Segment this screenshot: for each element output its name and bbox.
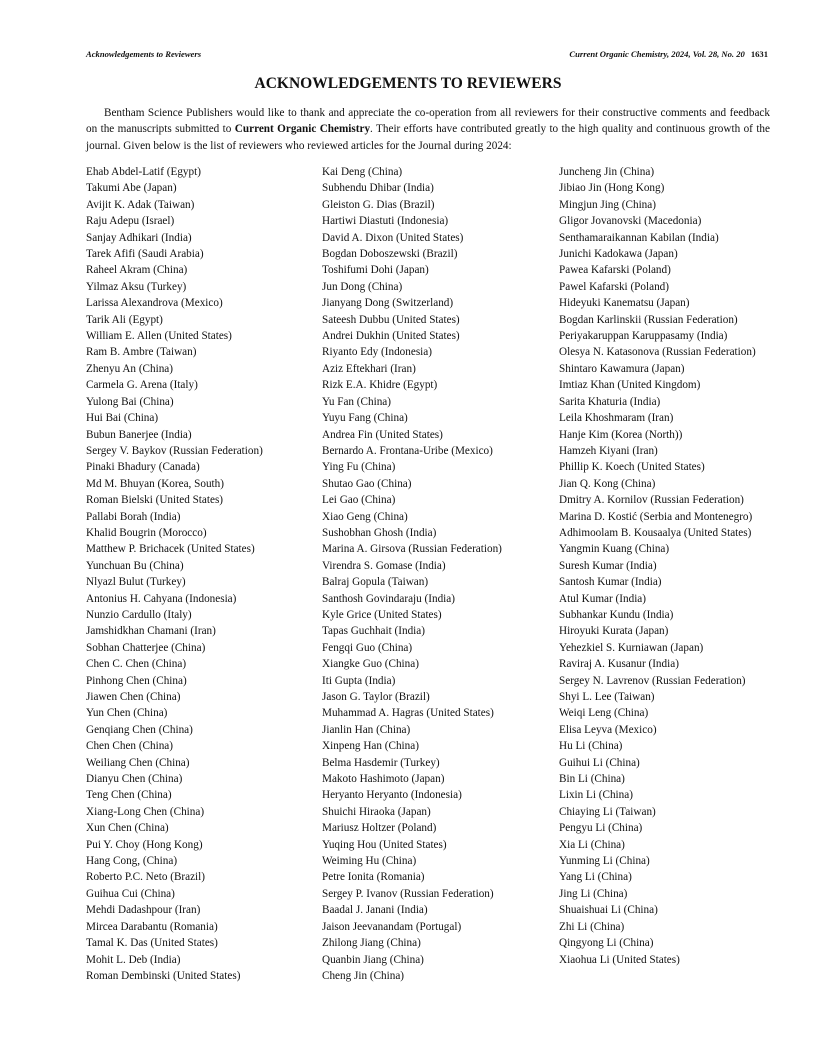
reviewer-name: Raheel Akram (China) [86, 264, 188, 277]
reviewer-name: Ehab Abdel-Latif (Egypt) [86, 166, 201, 178]
reviewer-name: Subhendu Dhibar (India) [322, 182, 434, 195]
reviewer-name: Ying Fu (China) [322, 461, 396, 474]
reviewer-name: Makoto Hashimoto (Japan) [322, 773, 445, 786]
reviewer-name: Raju Adepu (Israel) [86, 215, 175, 228]
reviewer-name: Sarita Khaturia (India) [559, 395, 661, 408]
reviewer-name: Hang Cong, (China) [86, 855, 178, 868]
reviewer-name: Jing Li (China) [559, 887, 628, 900]
reviewer-name: Xiao Geng (China) [322, 510, 408, 523]
reviewer-name: Fengqi Guo (China) [322, 641, 413, 654]
reviewer-name: Zhi Li (China) [559, 920, 625, 933]
reviewer-name: Kyle Grice (United States) [322, 608, 442, 621]
running-title: Acknowledgements to Reviewers [86, 49, 202, 59]
reviewer-name: Periyakaruppan Karuppasamy (India) [559, 330, 728, 343]
reviewer-name: Roberto P.C. Neto (Brazil) [86, 871, 206, 884]
reviewer-name: Subhankar Kundu (India) [559, 608, 674, 621]
reviewer-name: Olesya N. Katasonova (Russian Federation) [559, 346, 756, 359]
reviewer-name: Yilmaz Aksu (Turkey) [86, 280, 187, 293]
reviewer-name: Roman Dembinski (United States) [86, 969, 241, 982]
reviewer-name: Hiroyuki Kurata (Japan) [559, 625, 669, 638]
reviewer-name: Pui Y. Choy (Hong Kong) [86, 838, 203, 851]
reviewer-name: Yangmin Kuang (China) [559, 543, 670, 556]
reviewer-name: Xiaohua Li (United States) [559, 953, 680, 966]
reviewer-name: Heryanto Heryanto (Indonesia) [322, 789, 462, 802]
reviewer-name: Phillip K. Koech (United States) [559, 461, 705, 474]
reviewer-name: Xia Li (China) [559, 838, 625, 851]
reviewer-name: Chiaying Li (Taiwan) [559, 805, 656, 818]
reviewer-name: Elisa Leyva (Mexico) [559, 723, 657, 736]
reviewer-name: Shuaishuai Li (China) [559, 904, 658, 917]
reviewer-name: Xiangke Guo (China) [322, 658, 419, 671]
reviewer-name: Jun Dong (China) [322, 280, 403, 293]
reviewer-name: Lixin Li (China) [559, 789, 633, 802]
reviewer-name: Roman Bielski (United States) [86, 494, 224, 507]
reviewer-name: William E. Allen (United States) [86, 330, 232, 343]
reviewer-name: Bogdan Karlinskii (Russian Federation) [559, 313, 738, 326]
page-title: ACKNOWLEDGEMENTS TO REVIEWERS [254, 75, 562, 92]
reviewer-name: Hamzeh Kiyani (Iran) [559, 444, 658, 457]
reviewer-name: Matthew P. Brichacek (United States) [86, 543, 255, 556]
reviewer-name: Riyanto Edy (Indonesia) [322, 346, 432, 359]
reviewer-name: Shintaro Kawamura (Japan) [559, 362, 685, 375]
page-number: 1631 [750, 49, 768, 59]
reviewer-name: Mingjun Jing (China) [559, 198, 656, 211]
reviewer-name: Leila Khoshmaram (Iran) [559, 412, 674, 425]
reviewer-name: Santosh Kumar (India) [559, 576, 662, 589]
reviewer-name: Jian Q. Kong (China) [559, 477, 656, 490]
reviewer-column-1 [86, 164, 316, 984]
reviewer-name: Bin Li (China) [559, 773, 625, 786]
reviewer-name: Weiqi Leng (China) [559, 707, 649, 720]
reviewer-name: Xinpeng Han (China) [322, 740, 419, 753]
reviewer-name: Hanje Kim (Korea (North)) [559, 428, 683, 441]
reviewer-name: Sateesh Dubbu (United States) [322, 313, 460, 326]
reviewer-name: Adhimoolam B. Kousaalya (United States) [559, 526, 752, 539]
reviewer-name: Jianlin Han (China) [322, 723, 411, 736]
reviewer-name: Sobhan Chatterjee (China) [86, 641, 206, 654]
reviewer-name: Takumi Abe (Japan) [86, 182, 177, 195]
reviewer-name: Tamal K. Das (United States) [86, 937, 218, 950]
reviewer-name: Jamshidkhan Chamani (Iran) [86, 625, 216, 638]
reviewer-name: Suresh Kumar (India) [559, 559, 657, 572]
reviewer-name: Yu Fan (China) [322, 395, 391, 408]
reviewer-name: Sushobhan Ghosh (India) [322, 526, 437, 539]
reviewer-name: Atul Kumar (India) [559, 592, 646, 605]
journal-citation [569, 49, 768, 59]
reviewer-name: Kai Deng (China) [322, 166, 403, 178]
reviewer-name: Md M. Bhuyan (Korea, South) [86, 477, 224, 490]
reviewer-name: Mehdi Dadashpour (Iran) [86, 904, 201, 917]
reviewer-name: Sergey V. Baykov (Russian Federation) [86, 444, 263, 457]
reviewer-name: Muhammad A. Hagras (United States) [322, 707, 494, 720]
reviewer-name: Andrei Dukhin (United States) [322, 330, 460, 343]
reviewer-name: Xiang-Long Chen (China) [86, 805, 205, 818]
reviewer-name: Zhenyu An (China) [86, 362, 173, 375]
reviewer-name: Yun Chen (China) [86, 707, 168, 720]
reviewer-column-2 [322, 164, 552, 984]
reviewer-name: Sergey N. Lavrenov (Russian Federation) [559, 674, 746, 687]
reviewer-name: Jaison Jeevanandam (Portugal) [322, 920, 462, 933]
intro-text-before: Bentham Science Publishers would like to thank and appreciate the co-operation from all reviewers for their constructive comments and feedback on the manuscripts submitted to [86, 107, 770, 136]
reviewer-name: Marina D. Kostić (Serbia and Montenegro) [559, 510, 753, 523]
reviewer-name: Yunming Li (China) [559, 855, 650, 868]
reviewer-name: Weiliang Chen (China) [86, 756, 190, 769]
reviewer-name: Quanbin Jiang (China) [322, 953, 424, 966]
reviewer-name: Iti Gupta (India) [322, 674, 396, 687]
reviewer-name: Tarik Ali (Egypt) [86, 313, 163, 326]
reviewer-name: Gligor Jovanovski (Macedonia) [559, 215, 702, 228]
reviewer-name: Pawel Kafarski (Poland) [559, 280, 669, 293]
reviewer-name: David A. Dixon (United States) [322, 231, 464, 244]
reviewer-name: Dianyu Chen (China) [86, 773, 183, 786]
reviewer-name: Rizk E.A. Khidre (Egypt) [322, 379, 438, 392]
reviewer-name: Baadal J. Janani (India) [322, 904, 428, 917]
intro-text-after: . Their efforts have contributed greatly to the high quality and continuous growth of the journal. Given below is the list of reviewers who reviewed articles for the Journal during 2024: [86, 123, 770, 152]
reviewer-name: Pawea Kafarski (Poland) [559, 264, 671, 277]
reviewer-name: Mircea Darabantu (Romania) [86, 920, 218, 933]
reviewer-name: Nunzio Cardullo (Italy) [86, 608, 192, 621]
reviewer-name: Sergey P. Ivanov (Russian Federation) [322, 887, 494, 900]
reviewer-name: Bernardo A. Frontana-Uribe (Mexico) [322, 444, 493, 457]
reviewer-name: Weiming Hu (China) [322, 855, 417, 868]
reviewer-name: Tapas Guchhait (India) [322, 625, 425, 638]
reviewer-name: Shuichi Hiraoka (Japan) [322, 805, 431, 818]
reviewer-name: Gleiston G. Dias (Brazil) [322, 198, 435, 211]
reviewer-name: Toshifumi Dohi (Japan) [322, 264, 429, 277]
reviewer-name: Petre Ionita (Romania) [322, 871, 425, 884]
reviewer-name: Hui Bai (China) [86, 412, 159, 425]
reviewer-name: Sanjay Adhikari (India) [86, 231, 192, 244]
reviewer-name: Marina A. Girsova (Russian Federation) [322, 543, 502, 556]
reviewer-name: Virendra S. Gomase (India) [322, 559, 446, 572]
reviewer-name: Santhosh Govindaraju (India) [322, 592, 455, 605]
reviewer-name: Khalid Bougrin (Morocco) [86, 526, 207, 539]
reviewer-name: Tarek Afifi (Saudi Arabia) [86, 248, 204, 261]
reviewer-name: Hartiwi Diastuti (Indonesia) [322, 215, 449, 228]
reviewer-name: Jiawen Chen (China) [86, 691, 181, 703]
reviewer-name: Balraj Gopula (Taiwan) [322, 576, 429, 589]
reviewer-name: Teng Chen (China) [86, 789, 172, 802]
reviewer-name: Aziz Eftekhari (Iran) [322, 362, 416, 375]
reviewer-name: Mohit L. Deb (India) [86, 953, 181, 966]
reviewer-name: Jason G. Taylor (Brazil) [322, 691, 430, 703]
reviewer-name: Jianyang Dong (Switzerland) [322, 297, 454, 310]
reviewer-name: Juncheng Jin (China) [559, 166, 655, 178]
reviewer-name: Xun Chen (China) [86, 822, 169, 835]
reviewer-name: Shutao Gao (China) [322, 477, 412, 490]
reviewer-name: Lei Gao (China) [322, 494, 396, 507]
reviewer-name: Yunchuan Bu (China) [86, 559, 184, 572]
reviewer-name: Ram B. Ambre (Taiwan) [86, 346, 197, 359]
reviewer-name: Yulong Bai (China) [86, 395, 174, 408]
reviewer-name: Qingyong Li (China) [559, 937, 654, 950]
reviewer-name: Junichi Kadokawa (Japan) [559, 248, 678, 261]
reviewer-name: Pengyu Li (China) [559, 822, 643, 835]
reviewer-name: Nlyazl Bulut (Turkey) [86, 576, 186, 589]
reviewer-name: Belma Hasdemir (Turkey) [322, 756, 440, 769]
reviewer-name: Antonius H. Cahyana (Indonesia) [86, 592, 237, 605]
journal-name: Current Organic Chemistry [234, 123, 371, 136]
reviewer-name: Yehezkiel S. Kurniawan (Japan) [559, 641, 704, 654]
reviewer-name: Pallabi Borah (India) [86, 510, 181, 523]
reviewer-name: Cheng Jin (China) [322, 969, 405, 982]
reviewer-name: Genqiang Chen (China) [86, 723, 193, 736]
reviewer-name: Yang Li (China) [559, 871, 632, 884]
reviewer-name: Yuqing Hou (United States) [322, 838, 447, 851]
reviewer-name: Jibiao Jin (Hong Kong) [559, 182, 665, 195]
reviewer-name: Andrea Fin (United States) [322, 428, 443, 441]
reviewer-name: Bubun Banerjee (India) [86, 428, 192, 441]
reviewer-name: Mariusz Holtzer (Poland) [322, 822, 437, 835]
reviewer-name: Avijit K. Adak (Taiwan) [86, 198, 195, 211]
reviewer-name: Shyi L. Lee (Taiwan) [559, 691, 655, 703]
reviewer-name: Raviraj A. Kusanur (India) [559, 658, 679, 671]
reviewer-name: Yuyu Fang (China) [322, 412, 408, 425]
reviewer-column-3 [559, 164, 764, 968]
reviewer-name: Carmela G. Arena (Italy) [86, 379, 198, 392]
reviewer-name: Guihua Cui (China) [86, 887, 175, 900]
reviewer-name: Guihui Li (China) [559, 756, 640, 769]
reviewer-name: Senthamaraikannan Kabilan (India) [559, 231, 719, 244]
reviewer-name: Hu Li (China) [559, 740, 623, 753]
reviewer-name: Larissa Alexandrova (Mexico) [86, 297, 223, 310]
intro-paragraph [86, 105, 770, 154]
reviewer-name: Chen Chen (China) [86, 740, 173, 753]
reviewer-name: Pinhong Chen (China) [86, 674, 187, 687]
journal-citation-text: Current Organic Chemistry, 2024, Vol. 28, No. 20 [569, 49, 745, 59]
reviewer-name: Pinaki Bhadury (Canada) [86, 461, 200, 474]
reviewer-name: Chen C. Chen (China) [86, 658, 187, 671]
reviewer-name: Imtiaz Khan (United Kingdom) [559, 379, 701, 392]
reviewer-name: Bogdan Doboszewski (Brazil) [322, 248, 458, 261]
reviewer-name: Dmitry A. Kornilov (Russian Federation) [559, 494, 744, 507]
reviewer-name: Hideyuki Kanematsu (Japan) [559, 297, 690, 310]
reviewer-name: Zhilong Jiang (China) [322, 937, 421, 950]
